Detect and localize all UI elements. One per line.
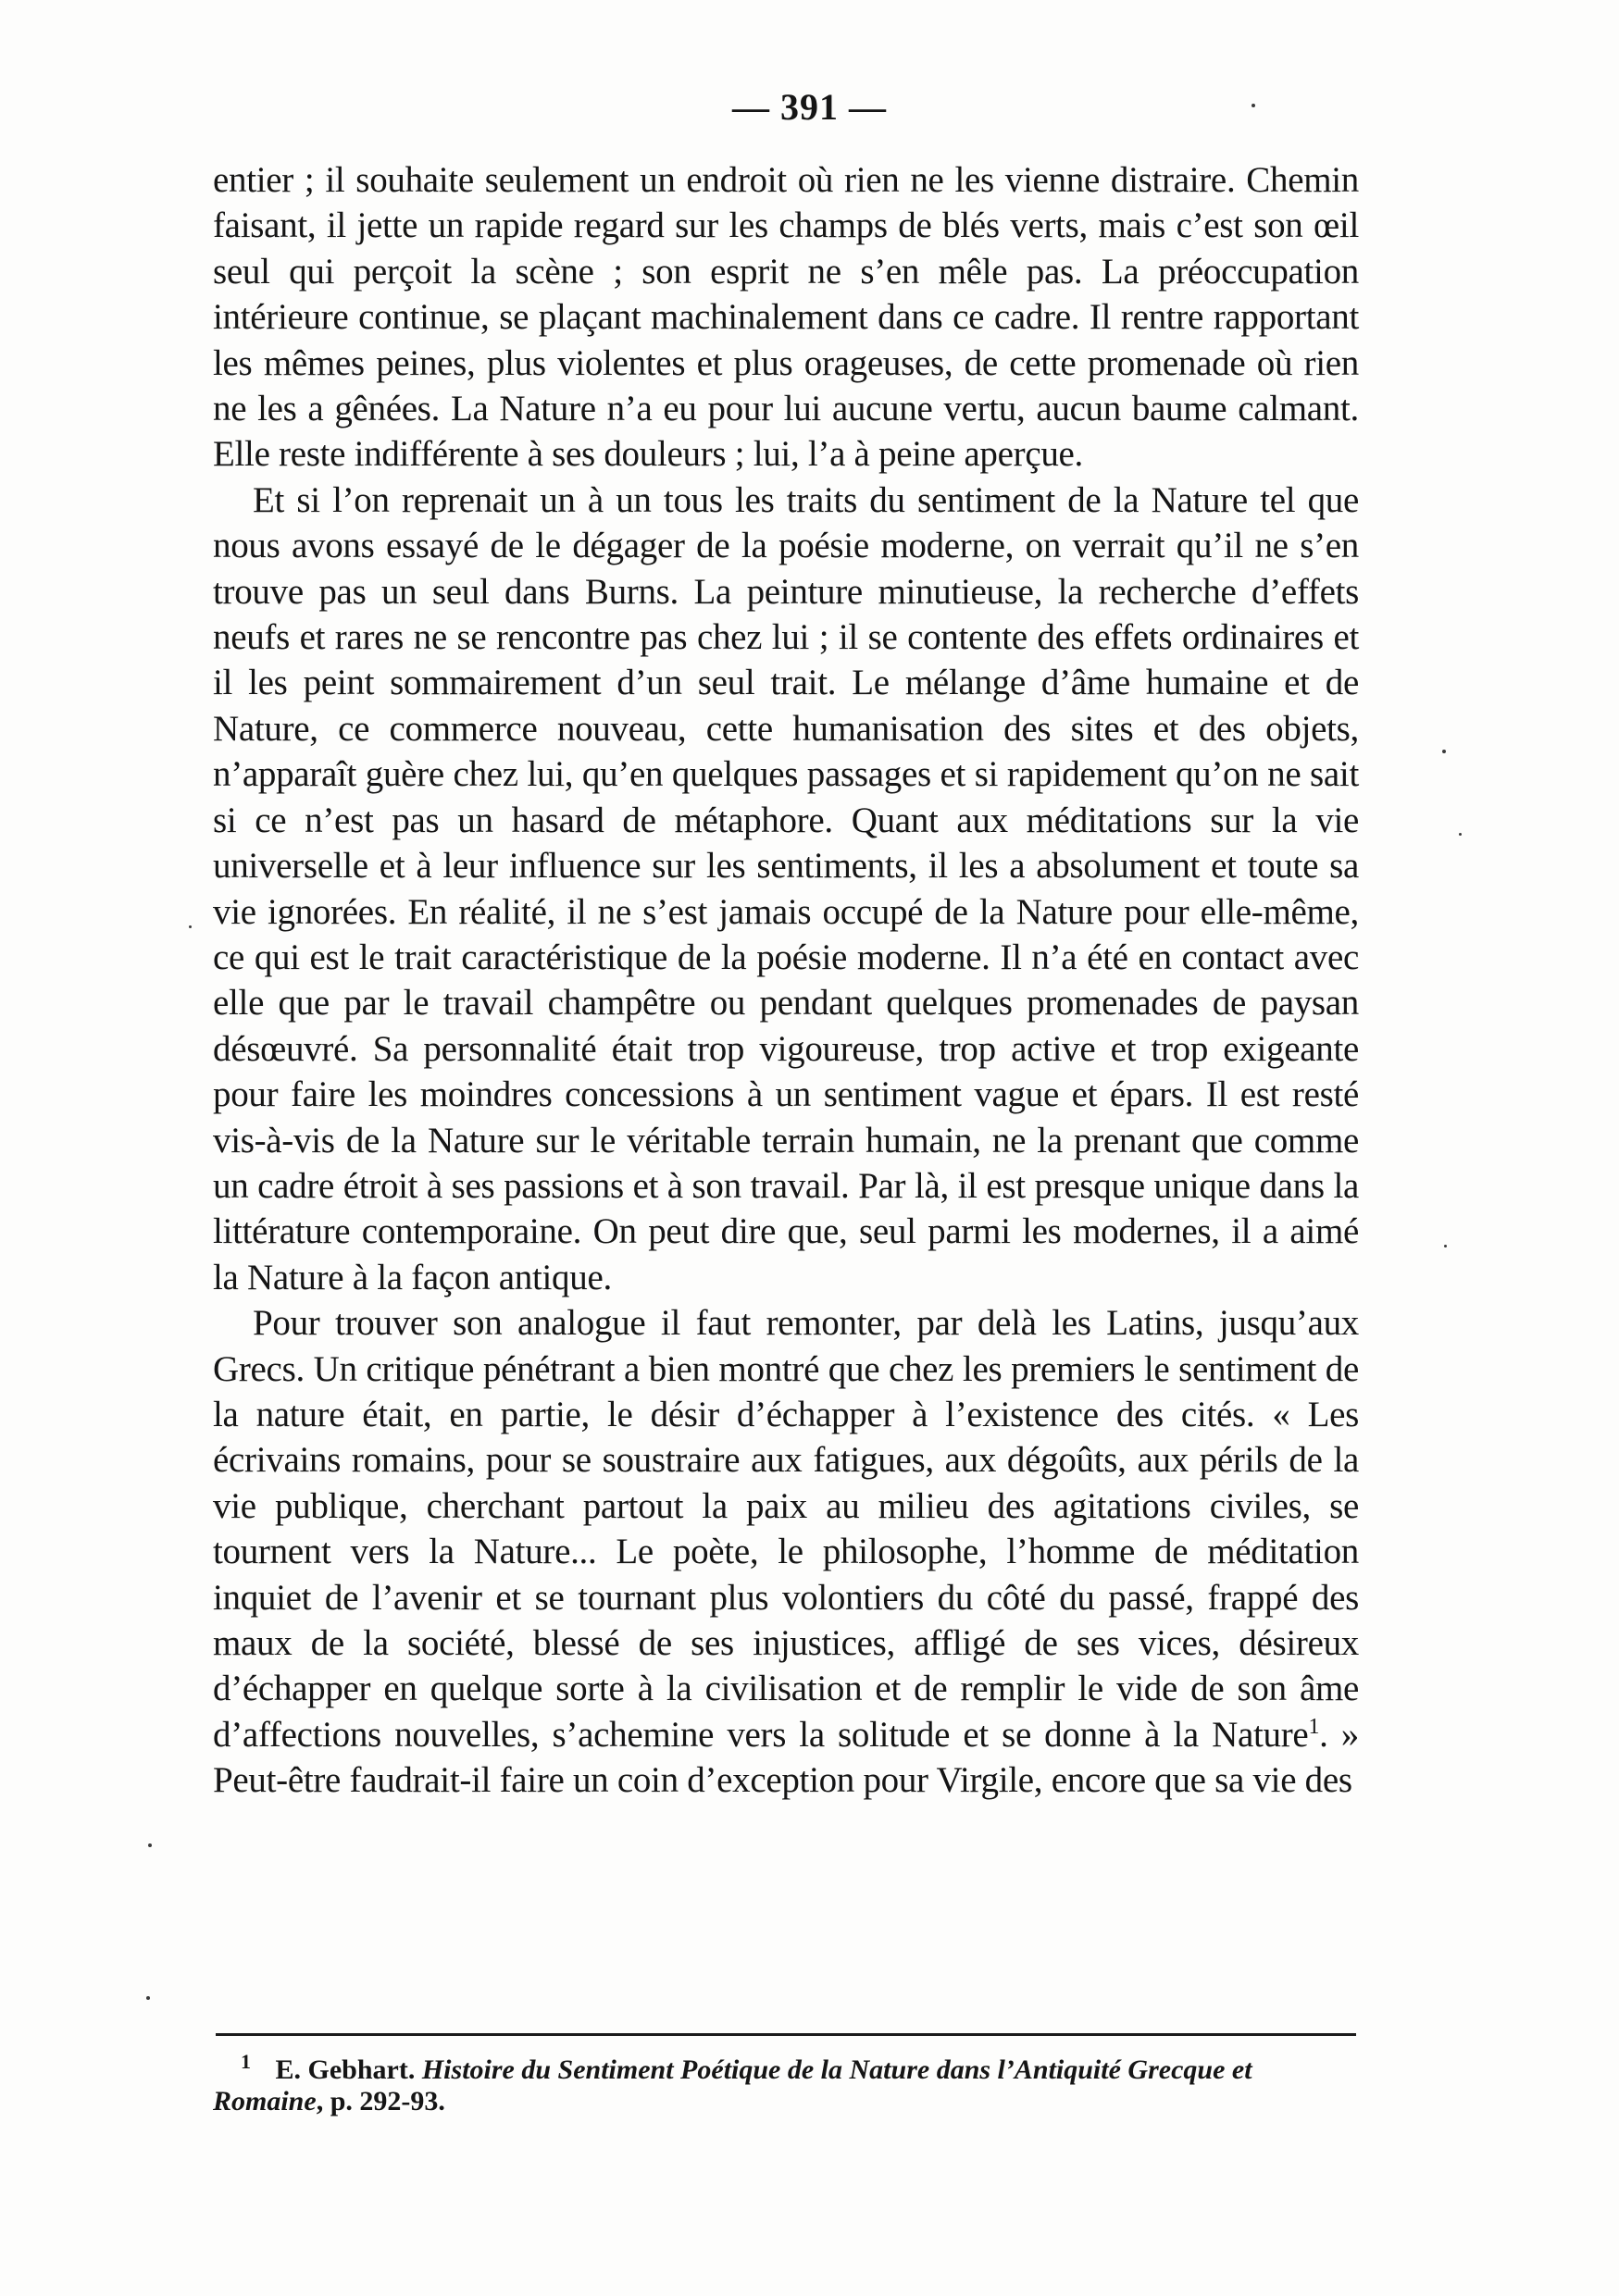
paragraph-text: Pour trouver son analogue il faut remonter, par delà les Latins, jusqu’aux Grecs. Un critique pénétrant a bien montré que chez les premiers le sentiment de la nature était, en partie, le désir d’échapper à l’existence des cités. « Les écrivains romains, pour se soustraire aux fatigues, aux dégoûts, aux périls de la vie publique, cherchant partout la paix au milieu des agitations civiles, se tournent vers la Nature... Le poète, le philosophe, l’homme de méditation inquiet de l’avenir et se tournant plus volontiers du côté du passé, frappé des maux de la société, blessé de ses injustices, affligé de ses vices, désireux d’échapper en quelque sorte à la civilisation et de remplir le vide de son âme d’affections nouvelles, s’achemine vers la solitude et se donne à la Nature — [213, 1303, 1359, 1755]
page-number: — 391 — — [732, 86, 887, 128]
print-speck — [1459, 833, 1462, 836]
footnote-divider — [216, 2033, 1356, 2036]
footnote-reference[interactable]: 1 — [1308, 1714, 1320, 1739]
print-speck — [189, 925, 192, 928]
paragraph-text-end: . » Peut-être faudrait-il faire un coin d’exception pour Virgile, encore que sa vie des — [213, 1714, 1359, 1801]
print-speck — [1252, 104, 1255, 107]
paragraph-burns-nature: Et si l’on reprenait un à un tous les traits du sentiment de la Nature tel que nous avons essayé de le dégager de la poésie moderne, on verrait qu’il ne s’en trouve pas un seul dans Burns. La peinture minutieuse, la recherche d’effets neufs et rares ne se rencontre pas chez lui ; il se contente des effets ordinaires et il les peint sommairement d’un seul trait. Le mélange d’âme humaine et de Nature, ce commerce nouveau, cette humanisation des sites et des objets, n’apparaît guère chez lui, qu’en quelques passages et si rapidement qu’on ne sait si ce n’est pas un hasard de métaphore. Quant aux méditations sur la vie universelle et à leur influence sur les sentiments, il les a absolument et toute sa vie ignorées. En réalité, il ne s’est jamais occupé de la Nature pour elle-même, ce qui est le trait caractéristique de la poésie moderne. Il n’a été en contact avec elle que par le travail champêtre ou pendant quelques promenades de paysan désœuvré. Sa personnalité était trop vigoureuse, trop active et trop exigeante pour faire les moindres concessions à un sentiment vague et épars. Il est resté vis-à-vis de la Nature sur le véritable terrain humain, ne la prenant que comme un cadre étroit à ses passions et à son travail. Par là, il est presque unique dans la littérature contemporaine. On peut dire que, seul parmi les modernes, il a aimé la Nature à la façon antique. — [213, 479, 1359, 1297]
paragraph-continued: entier ; il souhaite seulement un endroit où rien ne les vienne distraire. Chemin faisant, il jette un rapide regard sur les champs de blés verts, mais c’est son œil seul qui perçoit la scène ; son esprit ne s’en mêle pas. La préoccupation intérieure continue, se plaçant machinalement dans ce cadre. Il rentre rapportant les mêmes peines, plus violentes et plus orageuses, de cette promenade où rien ne les a gênées. La Nature n’a eu pour lui aucune vertu, aucun baume calmant. Elle reste indifférente à ses douleurs ; lui, l’a à peine aperçue. — [213, 160, 1359, 475]
main-text — [213, 157, 1359, 1804]
footnote: 1 E. Gebhart. Histoire du Sentiment Poétique de la Nature dans l’Antiquité Grecque et Romaine, p. 292-93. — [213, 2050, 1252, 2116]
paragraph-greeks-latins — [213, 1300, 1359, 1803]
print-speck — [1442, 750, 1446, 753]
print-speck — [1444, 1245, 1447, 1247]
footnote-title: Histoire du Sentiment Poétique de la Nature dans l’Antiquité Grecque et Romaine — [213, 2054, 1252, 2116]
footnote-author: E. Gebhart. — [275, 2054, 416, 2085]
print-speck — [146, 1996, 150, 2000]
print-speck — [148, 1843, 152, 1847]
footnote-pages: , p. 292-93. — [316, 2086, 445, 2116]
